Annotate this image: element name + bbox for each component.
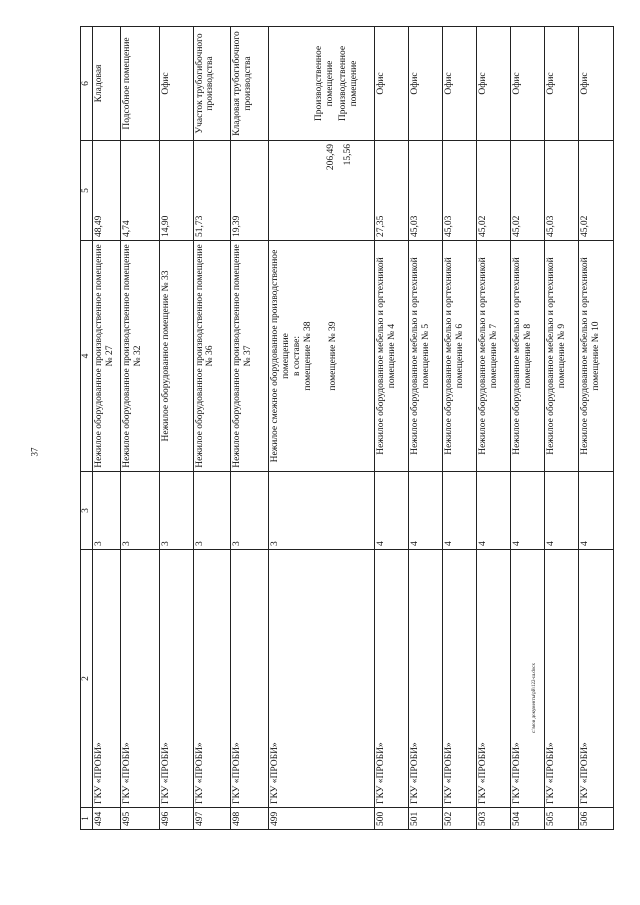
table-row [92, 27, 120, 830]
area-cell [269, 141, 374, 241]
table-row [269, 27, 374, 830]
usage-cell: Офис [544, 27, 578, 141]
row-number-cell: 501 [408, 808, 442, 830]
row-number-cell: 496 [159, 808, 193, 830]
area-cell: 45,03 [442, 141, 476, 241]
row-number-cell: 503 [476, 808, 510, 830]
usage-cell: Кладовая [92, 27, 120, 141]
area-cell: 4,74 [121, 141, 160, 241]
table-row [193, 27, 230, 830]
table-row [544, 27, 578, 830]
floor-cell: 3 [121, 472, 160, 550]
usage-cell: Кладовая трубогибочного производства [230, 27, 269, 141]
row-number-cell: 494 [92, 808, 120, 830]
floor-cell: 4 [578, 472, 613, 550]
usage-cell: Офис [159, 27, 193, 141]
floor-cell: 3 [269, 472, 374, 550]
organization-cell: ГКУ «ПРОБИ» [159, 550, 193, 808]
floor-cell: 4 [544, 472, 578, 550]
floor-cell: 3 [92, 472, 120, 550]
column-header: 6 [81, 27, 93, 141]
organization-cell: ГКУ «ПРОБИ» [193, 550, 230, 808]
organization-cell: ГКУ «ПРОБИ» [476, 550, 510, 808]
table-row [408, 27, 442, 830]
row-number-cell: 500 [374, 808, 408, 830]
area-cell: 45,03 [544, 141, 578, 241]
usage-cell: Офис [476, 27, 510, 141]
floor-cell: 3 [193, 472, 230, 550]
area-cell: 19,39 [230, 141, 269, 241]
organization-cell: ГКУ «ПРОБИ» [121, 550, 160, 808]
usage-cell: Офис [408, 27, 442, 141]
organization-cell: ГКУ «ПРОБИ» [230, 550, 269, 808]
table-row [578, 27, 613, 830]
table-row [159, 27, 193, 830]
description-cell: Нежилое оборудованное мебелью и оргтехникой помещение № 5 [408, 241, 442, 472]
sub-room-a: помещение № 38 [303, 321, 314, 391]
row-number-cell: 502 [442, 808, 476, 830]
area-cell: 48,49 [92, 141, 120, 241]
description-cell: Нежилое оборудованное производственное помещение № 32 [121, 241, 160, 472]
table-row [230, 27, 269, 830]
area-a: 206,49 [326, 144, 337, 171]
area-cell: 45,03 [408, 141, 442, 241]
table-row [476, 27, 510, 830]
usage-cell: Участок трубогибочного производства [193, 27, 230, 141]
row-number-cell: 495 [121, 808, 160, 830]
table-row [121, 27, 160, 830]
usage-cell: Подсобное помещение [121, 27, 160, 141]
usage-cell: Офис [578, 27, 613, 141]
usage-cell: Офис [510, 27, 544, 141]
table-row [442, 27, 476, 830]
footer-file-path: c:\мои документы\рй\122-ш.docx [532, 663, 537, 733]
usage-cell: Офис [374, 27, 408, 141]
organization-cell: ГКУ «ПРОБИ» [269, 550, 374, 808]
description-cell: Нежилое оборудованное производственное помещение № 27 [92, 241, 120, 472]
floor-cell: 4 [408, 472, 442, 550]
floor-cell: 4 [510, 472, 544, 550]
description-cell: Нежилое оборудованное мебелью и оргтехникой помещение № 7 [476, 241, 510, 472]
description-cell: Нежилое оборудованное производственное помещение № 37 [230, 241, 269, 472]
row-number-cell: 505 [544, 808, 578, 830]
row-number-cell: 504 [510, 808, 544, 830]
sub-room-b: помещение № 39 [328, 321, 339, 391]
table-header-row [81, 27, 93, 830]
description-cell: Нежилое оборудованное мебелью и оргтехникой помещение № 8 [510, 241, 544, 472]
floor-cell: 4 [476, 472, 510, 550]
column-header: 3 [81, 472, 93, 550]
usage-cell [269, 27, 374, 141]
area-b: 15,56 [343, 144, 354, 166]
organization-cell: ГКУ «ПРОБИ» [578, 550, 613, 808]
description-composition: в составе: [292, 335, 303, 377]
description-cell: Нежилое оборудованное мебелью и оргтехникой помещение № 9 [544, 241, 578, 472]
organization-cell: ГКУ «ПРОБИ» [92, 550, 120, 808]
description-cell: Нежилое оборудованное мебелью и оргтехникой помещение № 4 [374, 241, 408, 472]
area-cell: 51,73 [193, 141, 230, 241]
organization-cell: ГКУ «ПРОБИ» [442, 550, 476, 808]
usage-a: Производственное помещение [314, 45, 336, 122]
description-cell: Нежилое оборудованное помещение № 33 [159, 241, 193, 472]
description-cell [269, 241, 374, 472]
area-cell: 45,02 [578, 141, 613, 241]
floor-cell: 3 [159, 472, 193, 550]
table-row [510, 27, 544, 830]
row-number-cell: 499 [269, 808, 374, 830]
row-number-cell: 506 [578, 808, 613, 830]
floor-cell: 3 [230, 472, 269, 550]
page-number: 37 [29, 447, 40, 457]
floor-cell: 4 [442, 472, 476, 550]
description-cell: Нежилое оборудованное мебелью и оргтехникой помещение № 10 [578, 241, 613, 472]
organization-cell: ГКУ «ПРОБИ» [374, 550, 408, 808]
description-text: Нежилое смежное оборудованное производственное помещение [270, 249, 292, 463]
organization-cell: ГКУ «ПРОБИ» [408, 550, 442, 808]
usage-cell: Офис [442, 27, 476, 141]
area-cell: 14,90 [159, 141, 193, 241]
usage-b: Производственное помещение [338, 45, 360, 122]
area-cell: 45,02 [510, 141, 544, 241]
column-header: 1 [81, 808, 93, 830]
column-header: 2 [81, 550, 93, 808]
column-header: 5 [81, 141, 93, 241]
organization-cell: ГКУ «ПРОБИ» [510, 550, 544, 808]
floor-cell: 4 [374, 472, 408, 550]
row-number-cell: 498 [230, 808, 269, 830]
area-cell: 45,02 [476, 141, 510, 241]
area-cell: 27,35 [374, 141, 408, 241]
table-row [374, 27, 408, 830]
description-cell: Нежилое оборудованное мебелью и оргтехникой помещение № 6 [442, 241, 476, 472]
row-number-cell: 497 [193, 808, 230, 830]
description-cell: Нежилое оборудованное производственное помещение № 36 [193, 241, 230, 472]
column-header: 4 [81, 241, 93, 472]
organization-cell: ГКУ «ПРОБИ» [544, 550, 578, 808]
